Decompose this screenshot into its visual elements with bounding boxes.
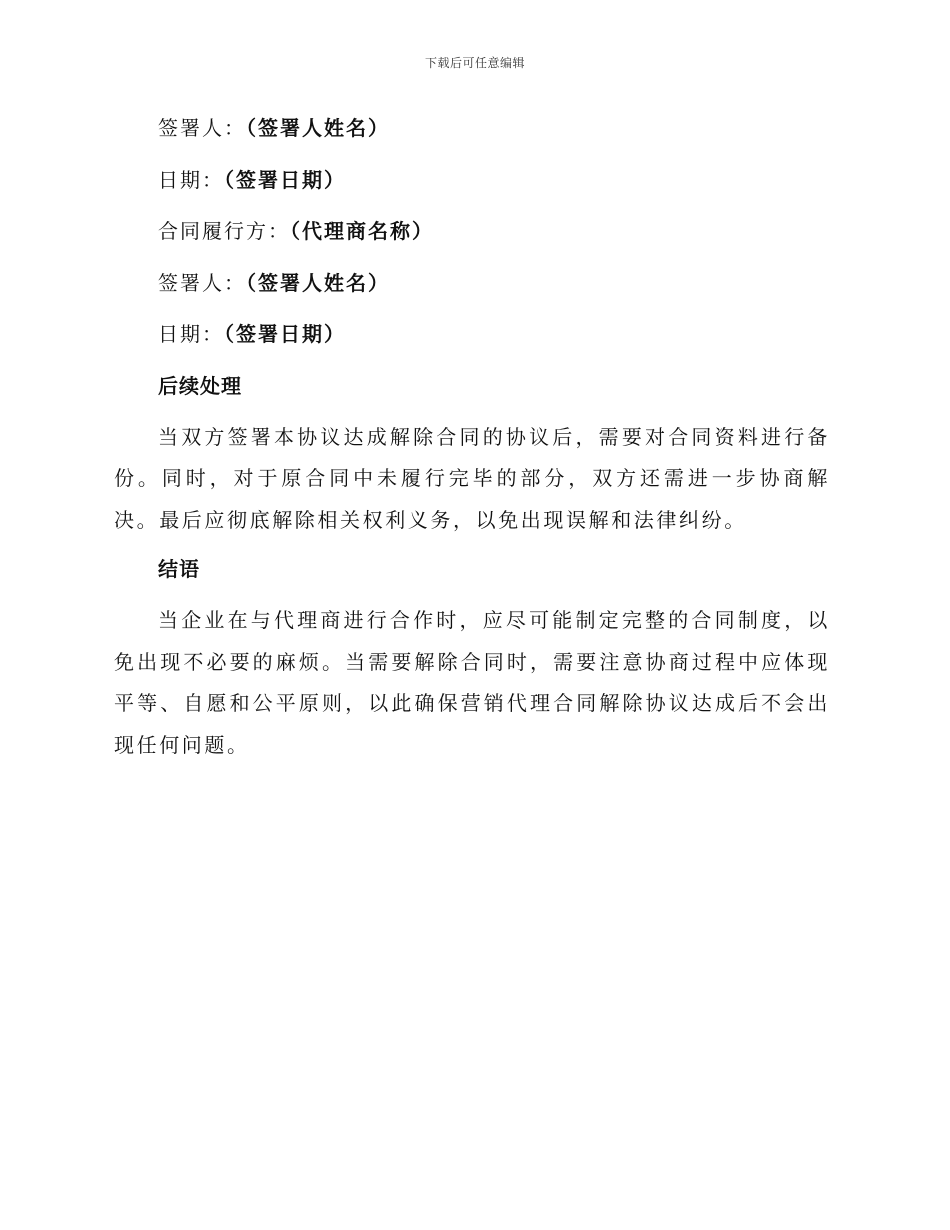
- section-body-conclusion: 当企业在与代理商进行合作时，应尽可能制定完整的合同制度，以免出现不必要的麻烦。当需要解除合同时，需要注意协商过程中应体现平等、自愿和公平原则，以此确保营销代理合同解除协议达成后不会出现任何问题。: [114, 608, 830, 757]
- signature-label: 签署人：: [158, 116, 246, 140]
- signature-value: （签署人姓名）: [246, 270, 390, 295]
- signature-line-date: [158, 314, 830, 366]
- signature-label: 合同履行方：: [158, 219, 290, 243]
- signature-label: 签署人：: [158, 270, 246, 295]
- signature-line-signer: [158, 263, 830, 315]
- section-body-follow-up: 当双方签署本协议达成解除合同的协议后，需要对合同资料进行备份。同时，对于原合同中未履行完毕的部分，双方还需进一步协商解决。最后应彻底解除相关权利义务，以免出现误解和法律纠纷。: [114, 424, 830, 532]
- header-note: 下载后可任意编辑: [424, 56, 525, 70]
- signature-label: 日期：: [158, 167, 224, 192]
- signature-value: （签署日期）: [224, 167, 346, 192]
- signature-line-signer: [158, 108, 830, 160]
- signature-line-date: [158, 160, 830, 212]
- signature-line-performing-party: [158, 211, 830, 263]
- document-content: [114, 108, 830, 774]
- signature-value: （签署人姓名）: [246, 116, 390, 140]
- signature-label: 日期：: [158, 322, 224, 346]
- section-heading-conclusion: 结语: [158, 557, 200, 581]
- signature-value: （签署日期）: [224, 322, 346, 346]
- signature-value: （代理商名称）: [290, 219, 434, 243]
- section-heading-follow-up: 后续处理: [158, 373, 242, 398]
